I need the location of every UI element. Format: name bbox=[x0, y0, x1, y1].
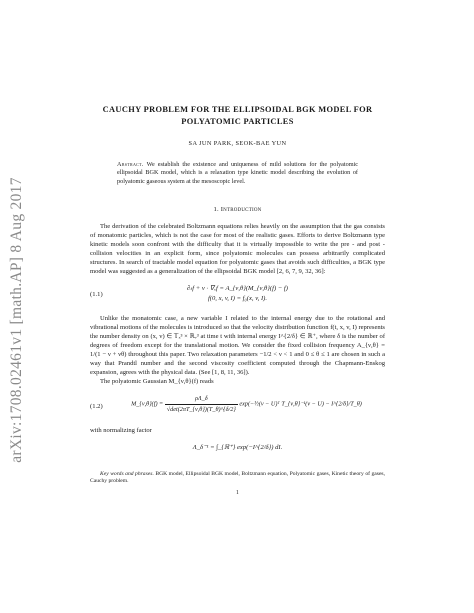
equation-line-2: f(0, x, v, I) = f₀(x, v, I). bbox=[207, 294, 268, 302]
intro-paragraph-1: The derivation of the celebrated Boltzmann equations relies heavily on the assumption that the gas consists of monatomic particles, which is not the case for most of the realistic gases. Efforts to derive Boltzmann type kinetic models soon confront with the difficulty that it is virtually impossible to write the pre - and post - collision velocities in an explicit form, since polyatomic molecules can possess arbitrarily complicated structures. In search of tractable model equation for polyatomic gases that avoids such difficulties, a BGK type model was suggested as a generalization of the ellipsoidal BGK model [2, 6, 7, 9, 32, 36]: bbox=[90, 223, 385, 276]
eq2-denominator: √det(2πT_{ν,θ})(T_θ)^{δ/2} bbox=[166, 405, 236, 413]
paper-title bbox=[90, 104, 385, 128]
intro-paragraph-2: Unlike the monatomic case, a new variable I related to the internal energy due to the rotational and vibrational motions of the molecules is introduced so that the velocity distribution function f(t, x, v, I) represents the number density on (x, v) ∈ 𝕋ₓ³ × ℝᵥ³ at time t with internal energy I^{2/δ} ∈ ℝ⁺, where δ is the number of degrees of freedom except for the translational motion. We consider the fixed collision frequency A_{ν,θ} = 1/(1 − ν + νθ) throughout this paper. Two relaxation parameters −1/2 < ν < 1 and 0 ≤ θ ≤ 1 are chosen in such a way that Prandtl number and the second viscosity coefficient computed through the Chapmann-Enskog expansion, agrees with the physical data. (See [1, 8, 11, 36]). bbox=[90, 315, 385, 377]
arxiv-id: arXiv:1708.02461v1 [math.AP] 8 Aug 2017 bbox=[8, 177, 25, 463]
equation-number: (1.2) bbox=[90, 403, 103, 411]
authors: SA JUN PARK, SEOK-BAE YUN bbox=[188, 140, 287, 147]
abstract-label: Abstract. bbox=[117, 161, 144, 168]
keywords-label: Key words and phrases. bbox=[100, 470, 154, 477]
eq3: Λ_δ⁻¹ = ∫_{ℝ⁺} exp(−I^{2/δ}) dI. bbox=[192, 444, 283, 452]
eq2-fraction bbox=[165, 394, 238, 414]
eq2-lhs: M_{ν,θ}(f) = bbox=[131, 400, 164, 408]
abstract-text: We establish the existence and uniqueness of mild solutions for the polyatomic ellipsoidal BGK model, which is a relaxation type kinetic model describing the evolution of polyatomic gaseous system at the mesoscopic level. bbox=[117, 161, 358, 185]
equation-line-1: ∂ₜf + v · ∇ₓf = A_{ν,θ}(M_{ν,θ}(f) − f) bbox=[187, 285, 288, 293]
eq2-exp: exp(−½(v − U)ᵀ T_{ν,θ}⁻¹(v − U) − I^{2/δ}/T_θ) bbox=[239, 400, 362, 408]
title-line-1: CAUCHY PROBLEM FOR THE ELLIPSOIDAL BGK MODEL FOR bbox=[102, 105, 373, 114]
section-heading: 1. Introduction bbox=[213, 206, 262, 214]
equation-1-1 bbox=[90, 284, 385, 306]
abstract bbox=[117, 161, 358, 186]
eq2-numerator: ρΛ_δ bbox=[165, 394, 238, 405]
equation-number: (1.1) bbox=[90, 291, 103, 299]
keywords bbox=[90, 471, 385, 486]
equation-1-2 bbox=[90, 394, 385, 420]
gaussian-intro: The polyatomic Gaussian M_{ν,θ}(f) reads bbox=[100, 378, 214, 386]
keywords-text: BGK model, Ellipsoidal BGK model, Boltzmann equation, Polyatomic gases, Kinetic theory of gases, Cauchy problem. bbox=[90, 470, 385, 485]
normalizing-text: with normalizing factor bbox=[90, 427, 152, 435]
arxiv-identifier-stamp bbox=[4, 130, 30, 510]
page-number: 1 bbox=[236, 489, 239, 496]
equation-normalizing-factor bbox=[90, 443, 385, 453]
title-line-2: POLYATOMIC PARTICLES bbox=[181, 117, 294, 126]
paper-page bbox=[90, 104, 385, 496]
